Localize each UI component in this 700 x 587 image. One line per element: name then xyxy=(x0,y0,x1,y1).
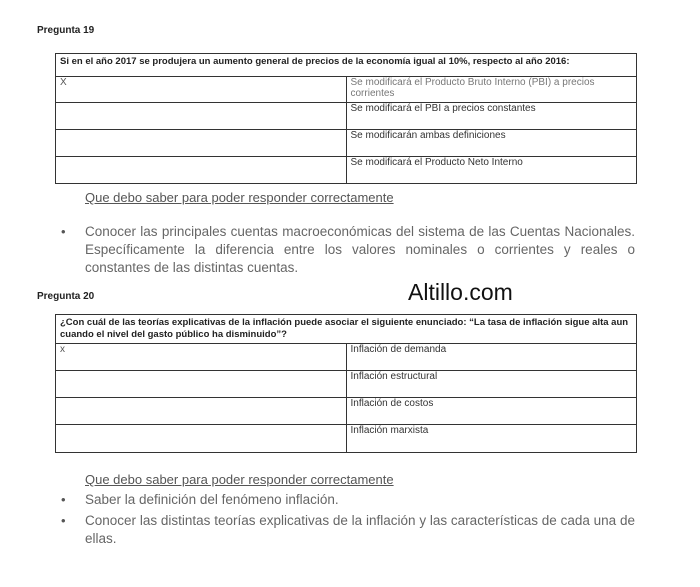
watermark-logo: Altillo.com xyxy=(408,279,513,305)
bullet-icon: • xyxy=(61,492,66,507)
list-item-text: Saber la definición del fenómeno inflación. xyxy=(85,492,339,507)
study-guide-heading: Que debo saber para poder responder correctamente xyxy=(85,472,394,487)
answer-mark xyxy=(56,371,347,398)
list-item xyxy=(55,512,635,548)
table-row xyxy=(56,425,637,453)
question-19-table xyxy=(55,53,637,184)
table-row xyxy=(56,371,637,398)
table-row xyxy=(56,398,637,425)
study-guide-list xyxy=(55,491,635,548)
option-text: Se modificará el Producto Neto Interno xyxy=(346,157,637,184)
table-row xyxy=(56,344,637,371)
option-text: Inflación de costos xyxy=(346,398,637,425)
option-text: Se modificarán ambas definiciones xyxy=(346,130,637,157)
answer-mark xyxy=(56,157,347,184)
option-text: Inflación marxista xyxy=(346,425,637,453)
question-20-heading: Pregunta 20 xyxy=(37,291,95,302)
option-text: Inflación estructural xyxy=(346,371,637,398)
bullet-icon: • xyxy=(61,513,66,528)
answer-mark: x xyxy=(56,344,347,371)
list-item-text: Conocer las principales cuentas macroeconómicas del sistema de las Cuentas Nacionales. Específicamente la diferencia entre los valores nominales o corrientes y reales o constantes de las distintas cuentas. xyxy=(85,224,635,275)
option-text: Inflación de demanda xyxy=(346,344,637,371)
answer-mark xyxy=(56,130,347,157)
table-row xyxy=(56,77,637,103)
answer-mark: X xyxy=(56,77,347,103)
bullet-icon: • xyxy=(61,224,66,239)
option-text: Se modificará el Producto Bruto Interno (PBI) a precios corrientes xyxy=(346,77,637,103)
option-text: Se modificará el PBI a precios constantes xyxy=(346,103,637,130)
list-item xyxy=(55,491,635,509)
question-20-table xyxy=(55,314,637,453)
list-item xyxy=(55,223,635,277)
answer-mark xyxy=(56,398,347,425)
question-20-stem: ¿Con cuál de las teorías explicativas de la inflación puede asociar el siguiente enunciado: “La tasa de inflación sigue alta aun cuando el nivel del gasto público ha disminuido”? xyxy=(56,315,637,344)
table-row xyxy=(56,130,637,157)
answer-mark xyxy=(56,103,347,130)
question-19-heading: Pregunta 19 xyxy=(37,25,95,36)
answer-mark xyxy=(56,425,347,453)
table-row xyxy=(56,103,637,130)
study-guide-list xyxy=(55,223,635,277)
table-row xyxy=(56,157,637,184)
question-19-stem: Si en el año 2017 se produjera un aumento general de precios de la economía igual al 10%, respecto al año 2016: xyxy=(56,54,637,77)
list-item-text: Conocer las distintas teorías explicativas de la inflación y las características de cada una de ellas. xyxy=(85,513,635,546)
study-guide-heading: Que debo saber para poder responder correctamente xyxy=(85,190,394,205)
